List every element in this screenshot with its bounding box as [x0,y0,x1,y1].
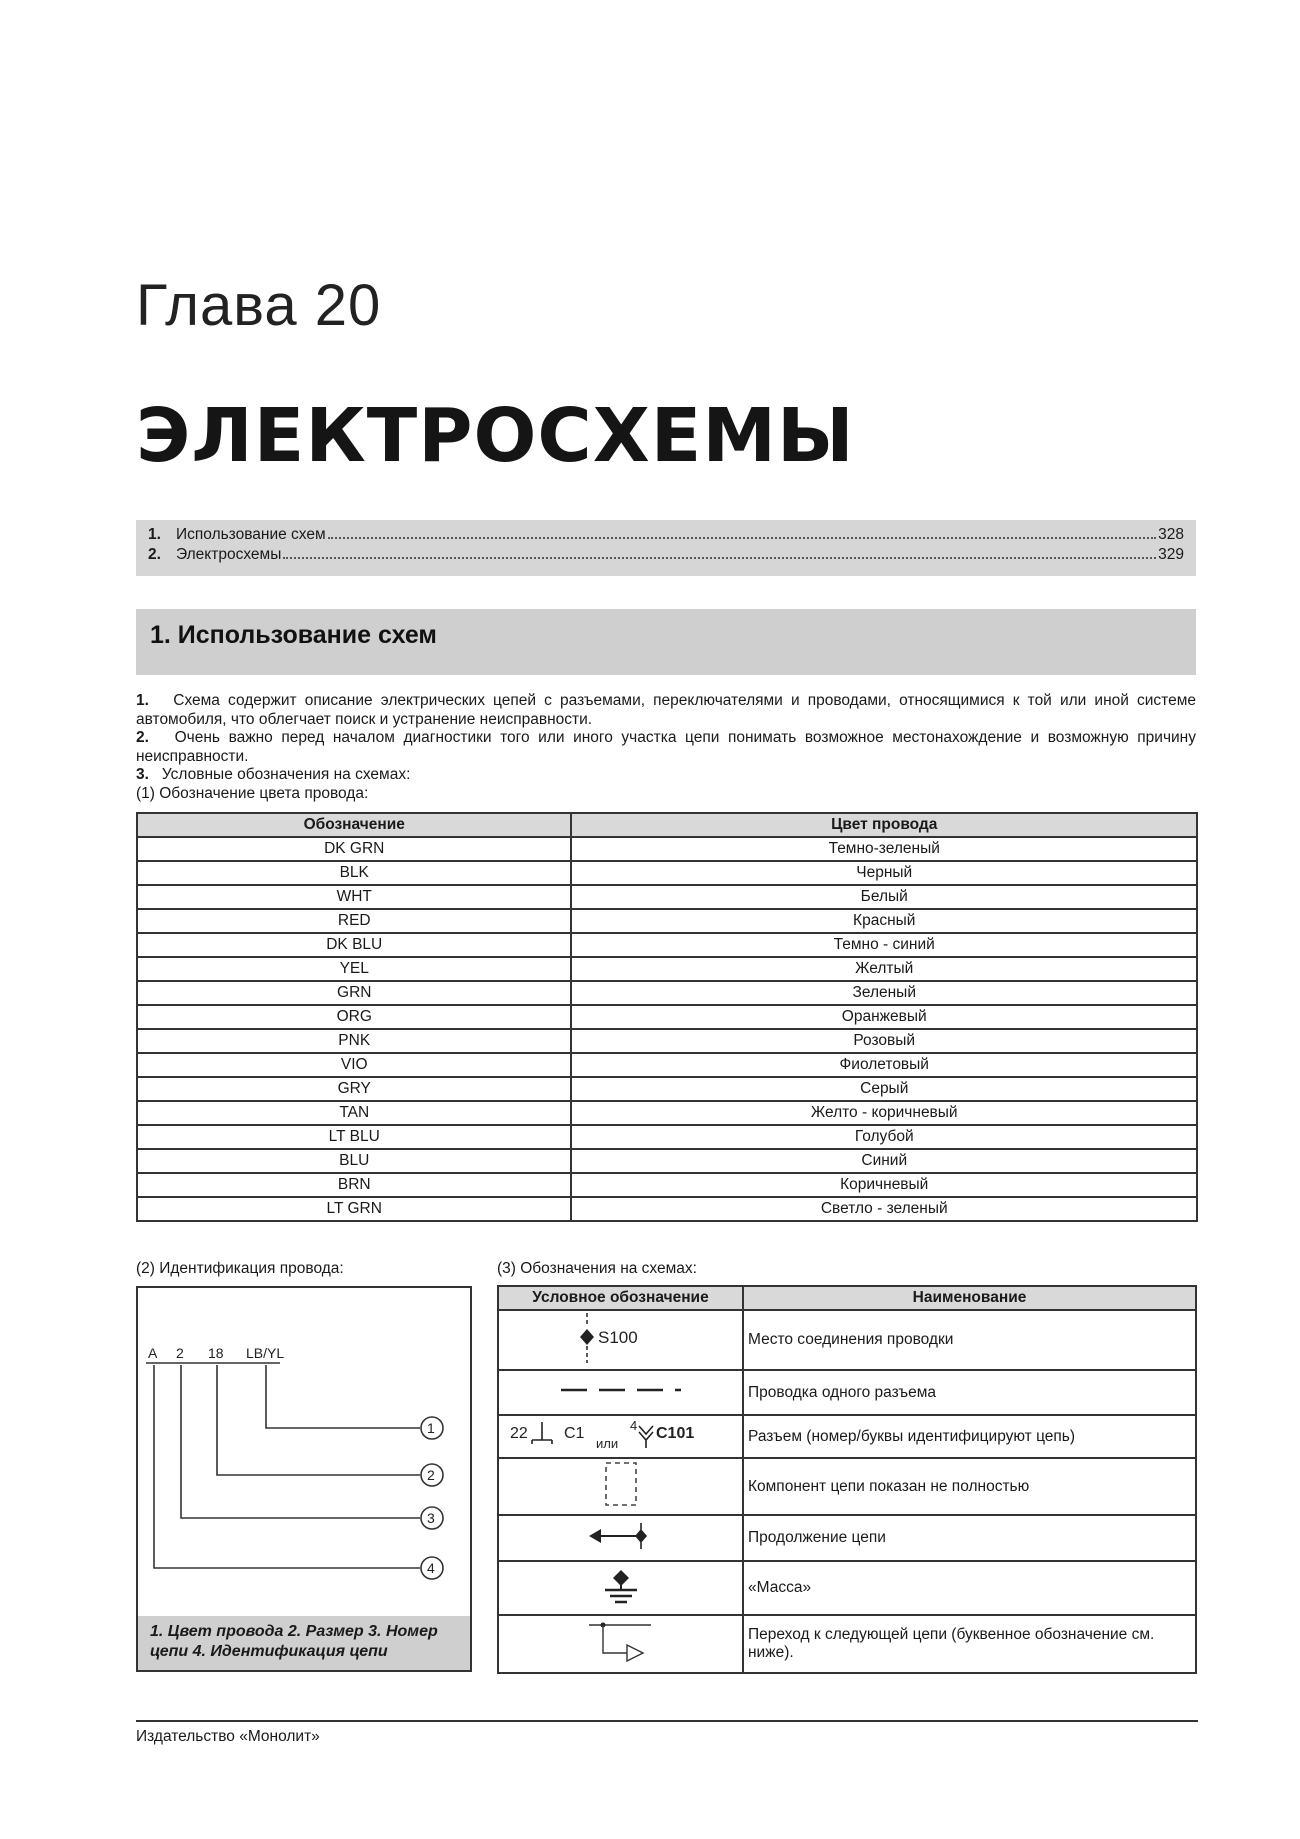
footer-divider [136,1720,1198,1722]
toc-number: 1. [148,526,161,543]
color-caption: (1) Обозначение цвета провода: [136,784,369,802]
toc-leader [283,557,1156,559]
cell-code: PNK [137,1029,571,1053]
table-header-row [498,1286,1196,1310]
wire-color-table [136,812,1198,1222]
symbol-name: Компонент цепи показан не полностью [743,1458,1196,1515]
cell-code: TAN [137,1101,571,1125]
cell-color: Желто - коричневый [571,1101,1197,1125]
toc-label: Использование схем [176,526,326,543]
single-connector-wire-icon [551,1380,691,1400]
leader-line-4 [154,1365,420,1568]
cell-color: Светло - зеленый [571,1197,1197,1221]
ground-icon [591,1564,651,1608]
table-row [137,1125,1197,1149]
column-header: Условное обозначение [498,1286,743,1310]
wire-id-legend: 1. Цвет провода 2. Размер 3. Номер цепи 4. Идентификация цепи [138,1616,470,1670]
symbol-name: Место соединения проводки [743,1310,1196,1370]
paragraph [136,692,1196,729]
paragraph-number: 3. [136,766,149,783]
toc-label: Электросхемы [176,546,282,563]
cell-color: Фиолетовый [571,1053,1197,1077]
wire-label-circuit: 18 [208,1345,224,1361]
table-row [137,1077,1197,1101]
cell-code: BRN [137,1173,571,1197]
connector-pin: 22 [510,1425,528,1442]
table-of-contents [136,520,1196,576]
column-header: Обозначение [137,813,571,837]
cell-color: Белый [571,885,1197,909]
connector-or: или [596,1436,619,1451]
cell-code: LT BLU [137,1125,571,1149]
cell-color: Коричневый [571,1173,1197,1197]
cell-code: DK GRN [137,837,571,861]
table-row [137,957,1197,981]
table-row [137,837,1197,861]
cell-code: LT GRN [137,1197,571,1221]
paragraph-text: Условные обозначения на схемах: [161,766,411,783]
table-row [137,1053,1197,1077]
table-row [498,1310,1196,1370]
cell-code: GRN [137,981,571,1005]
wire-label-size: 2 [176,1345,184,1361]
cell-color: Черный [571,861,1197,885]
next-circuit-icon [581,1617,661,1667]
symbol-cell [498,1515,743,1561]
symbol-cell [498,1310,743,1370]
cell-code: DK BLU [137,933,571,957]
cell-code: VIO [137,1053,571,1077]
wire-id-lines [138,1288,470,1618]
publisher-footer: Издательство «Монолит» [136,1728,320,1745]
chapter-heading: Глава 20 [136,273,382,338]
wire-label-id: LB/YL [246,1345,285,1361]
marker-number-3: 3 [427,1510,435,1526]
leader-line-2 [217,1365,420,1475]
marker-number-1: 1 [427,1420,435,1436]
symbol-cell [498,1458,743,1515]
table-row [137,933,1197,957]
symbol-name: Разъем (номер/буквы идентифицируют цепь) [743,1415,1196,1458]
paragraph-text: Очень важно перед началом диагностики того или иного участка цепи понимать возможное местонахождение и возможную причину неисправности. [136,729,1196,765]
symbols-table [497,1285,1197,1674]
symbol-name: Проводка одного разъема [743,1370,1196,1415]
table-row [498,1458,1196,1515]
cell-code: RED [137,909,571,933]
table-row [137,1149,1197,1173]
symbol-name: Переход к следующей цепи (буквенное обозначение см. ниже). [743,1615,1196,1673]
toc-entry[interactable] [148,546,1184,566]
wire-label-color: A [148,1345,158,1361]
paragraph-text: Схема содержит описание электрических цепей с разъемами, переключателями и проводами, относящимися к той или иной системе автомобиля, что облегчает поиск и устранение неисправности. [136,692,1197,728]
paragraph [136,729,1196,766]
toc-number: 2. [148,546,161,563]
cell-code: WHT [137,885,571,909]
splice-label: S100 [597,1327,638,1347]
table-row [137,861,1197,885]
symbol-cell [498,1415,743,1458]
table-row [137,1005,1197,1029]
paragraph-number: 2. [136,729,149,746]
wire-identification-diagram [136,1286,472,1672]
cell-color: Зеленый [571,981,1197,1005]
table-row [137,981,1197,1005]
paragraph-number: 1. [136,692,149,709]
connector-id: C1 [564,1425,585,1442]
toc-entry[interactable] [148,526,1184,546]
splice-icon [561,1313,681,1363]
table-header-row [137,813,1197,837]
table-row [137,1173,1197,1197]
cell-color: Розовый [571,1029,1197,1053]
table-row [137,1029,1197,1053]
cell-color: Синий [571,1149,1197,1173]
table-row [498,1615,1196,1673]
connector-id-alt: C101 [656,1425,695,1442]
connector-icon [508,1416,733,1452]
partial-component-icon [596,1459,646,1509]
table-row [498,1561,1196,1615]
table-row [498,1370,1196,1415]
page-title: ЭЛЕКТРОСХЕМЫ [136,393,855,479]
cell-color: Серый [571,1077,1197,1101]
symbol-cell [498,1370,743,1415]
table-row [498,1515,1196,1561]
table-row [137,1101,1197,1125]
leader-line-1 [266,1365,420,1428]
column-header: Наименование [743,1286,1196,1310]
symbol-cell [498,1561,743,1615]
toc-page: 328 [1158,526,1184,543]
cell-color: Красный [571,909,1197,933]
table-row [498,1415,1196,1458]
cell-color: Голубой [571,1125,1197,1149]
column-header: Цвет провода [571,813,1197,837]
marker-number-4: 4 [427,1560,435,1576]
symbol-name: Продолжение цепи [743,1515,1196,1561]
toc-page: 329 [1158,546,1184,563]
symbols-caption: (3) Обозначения на схемах: [497,1260,697,1277]
wire-id-caption: (2) Идентификация провода: [136,1260,344,1277]
paragraph [136,766,1196,785]
cell-code: ORG [137,1005,571,1029]
cell-code: GRY [137,1077,571,1101]
cell-code: BLU [137,1149,571,1173]
connector-pin-alt: 4 [630,1418,638,1433]
table-row [137,885,1197,909]
cell-color: Темно - синий [571,933,1197,957]
cell-code: BLK [137,861,571,885]
cell-color: Оранжевый [571,1005,1197,1029]
section-heading: 1. Использование схем [136,609,1196,675]
cell-code: YEL [137,957,571,981]
cell-color: Темно-зеленый [571,837,1197,861]
circuit-continuation-icon [581,1521,661,1551]
table-row [137,909,1197,933]
symbol-name: «Масса» [743,1561,1196,1615]
table-row [137,1197,1197,1221]
symbol-cell [498,1615,743,1673]
body-text [136,692,1196,803]
cell-color: Желтый [571,957,1197,981]
toc-leader [328,537,1156,539]
marker-number-2: 2 [427,1467,435,1483]
